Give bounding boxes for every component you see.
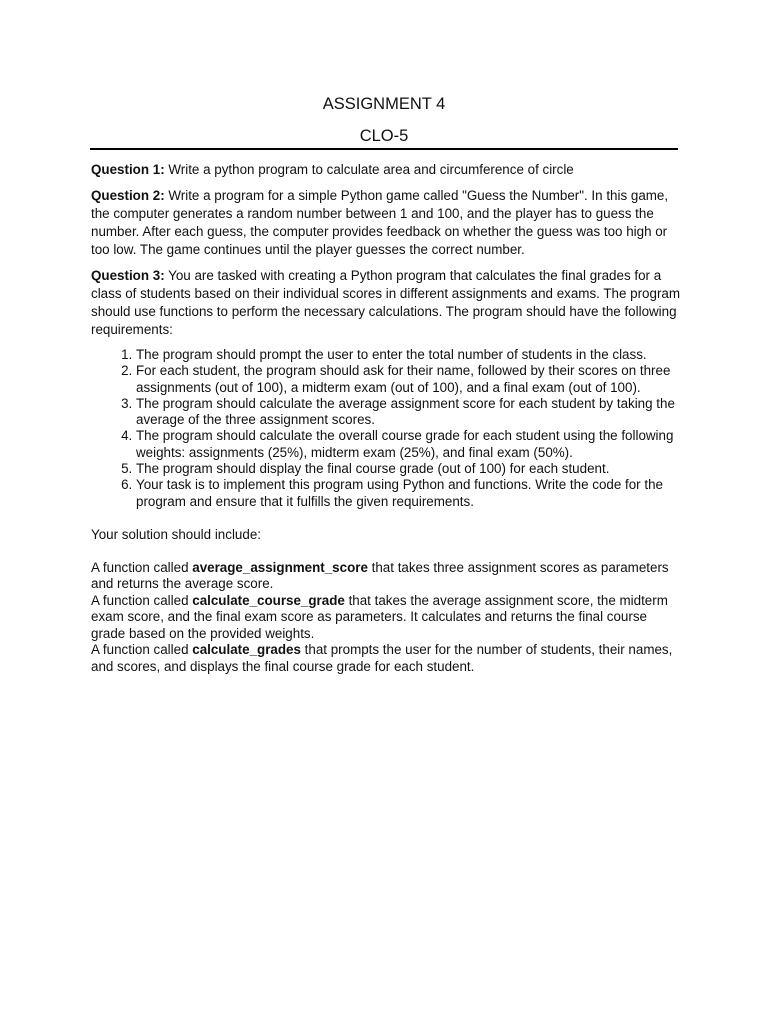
- question-label: Question 2:: [91, 188, 165, 203]
- question-text: Write a python program to calculate area and circumference of circle: [164, 162, 574, 177]
- question-label: Question 3:: [91, 268, 165, 283]
- function-name: calculate_grades: [192, 642, 301, 658]
- list-item: 2. For each student, the program should ask for their name, followed by their scores on three assignments (out of 100), a midterm exam (out of 100), and a final exam (out of 100).: [136, 363, 681, 396]
- list-item: 5. The program should display the final course grade (out of 100) for each student.: [136, 461, 681, 477]
- list-item: 4. The program should calculate the overall course grade for each student using the following weights: assignments (25%), midterm exam (25%), and final exam (50%).: [136, 428, 681, 461]
- question-text: You are tasked with creating a Python program that calculates the final grades for a class of students based on their individual scores in different assignments and exams. The program should use functions to perform the necessary calculations. The program should have the following requirements:: [91, 268, 681, 337]
- function-suffix: that takes three assignment scores as parameters and returns the average score.: [91, 559, 669, 592]
- function-descriptions: [91, 560, 681, 676]
- document-body: [91, 161, 681, 675]
- document-title: ASSIGNMENT 4: [322, 95, 446, 113]
- question-label: Question 1:: [91, 162, 165, 177]
- list-item: 1. The program should prompt the user to enter the total number of students in the class.: [136, 347, 681, 363]
- function-name: average_assignment_score: [192, 559, 368, 575]
- function-prefix: A function called: [91, 642, 193, 658]
- list-item: 3. The program should calculate the average assignment score for each student by taking the average of the three assignment scores.: [136, 396, 681, 429]
- question-text: Write a program for a simple Python game called "Guess the Number". In this game, the computer generates a random number between 1 and 100, and the player has to guess the number. After each guess, the computer provides feedback on whether the guess was too high or too low. The game continues until the player guesses the correct number.: [91, 188, 669, 257]
- function-name: calculate_course_grade: [192, 592, 345, 608]
- question-3: [91, 267, 681, 339]
- function-prefix: A function called: [91, 559, 193, 575]
- question-1: [91, 161, 681, 179]
- function-suffix: that prompts the user for the number of students, their names, and scores, and displays the final course grade for each student.: [91, 642, 673, 674]
- question-2: [91, 187, 681, 259]
- solution-intro: Your solution should include:: [91, 526, 261, 542]
- document-subtitle: CLO-5: [359, 127, 409, 145]
- function-description: [91, 593, 681, 643]
- list-item: 6. Your task is to implement this program using Python and functions. Write the code for the program and ensure that it fulfills the given requirements.: [136, 477, 681, 510]
- function-description: [91, 560, 681, 593]
- function-suffix: that takes the average assignment score, the midterm exam score, and the final exam score as parameters. It calculates and returns the final course grade based on the provided weights.: [91, 592, 668, 641]
- function-description: [91, 642, 681, 675]
- requirements-list: [91, 347, 681, 510]
- function-prefix: A function called: [91, 592, 193, 608]
- header-divider: [90, 148, 678, 150]
